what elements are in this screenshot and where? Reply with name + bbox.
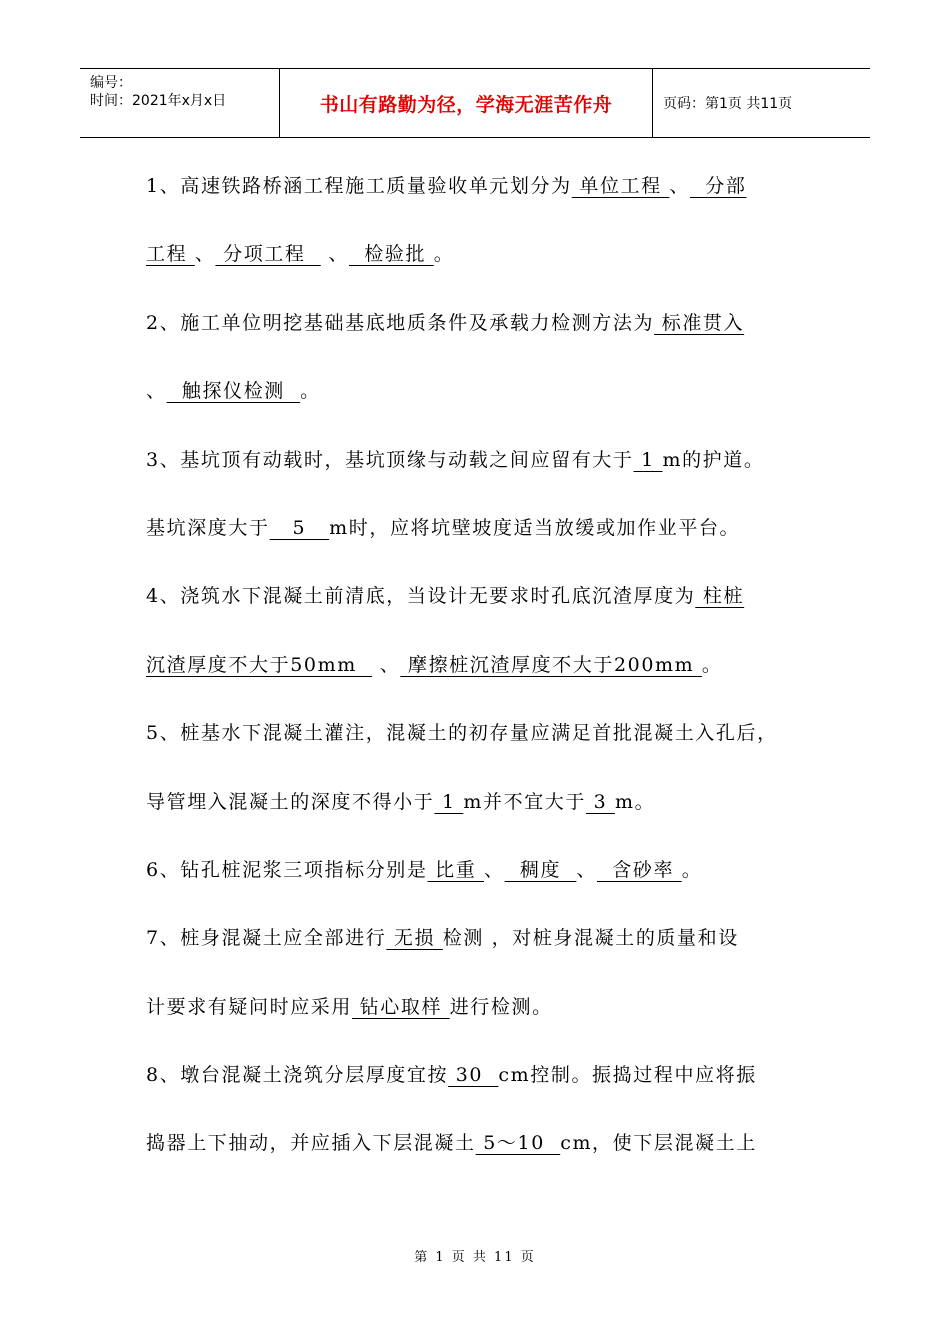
text-line (146, 572, 826, 640)
answer-blank: 标准贯入 (654, 311, 745, 334)
answer-blank: 5 (269, 516, 330, 539)
document-body (146, 162, 826, 1188)
text-segment: 3、基坑顶有动载时，基坑顶缘与动载之间应留有大于 (146, 448, 634, 471)
text-segment: 、 (146, 380, 167, 403)
text-line (146, 436, 826, 504)
document-date-label: 时间：2021年x月x日 (90, 93, 227, 109)
answer-blank: 含砂率 (596, 858, 682, 881)
text-segment: m的护道。 (662, 448, 765, 471)
text-line (146, 504, 826, 572)
text-segment: 。 (300, 380, 321, 403)
text-line (146, 914, 826, 982)
text-segment: 、 (320, 243, 350, 266)
answer-blank: 比重 (427, 858, 484, 881)
answer-blank: 5～10 (475, 1132, 561, 1155)
text-segment: 进行检测。 (449, 995, 553, 1018)
answer-blank: 30 (448, 1064, 499, 1087)
answer-blank: 3 (586, 790, 615, 813)
answer-blank: 柱桩 (695, 585, 745, 608)
page-footer: 第 1 页 共 11 页 (414, 1250, 536, 1265)
text-segment: 、 (576, 858, 597, 881)
text-line (146, 230, 826, 298)
text-segment: m。 (614, 790, 656, 813)
text-line (146, 778, 826, 846)
text-segment: cm，使下层混凝土上 (560, 1132, 757, 1155)
text-segment: 、 (669, 175, 690, 197)
text-line (146, 709, 826, 777)
text-segment: 导管埋入混凝土的深度不得小于 (146, 790, 435, 813)
answer-blank: 分项工程 (215, 243, 321, 266)
text-segment: 。 (681, 858, 703, 881)
text-line (146, 641, 826, 709)
text-segment: cm控制。振捣过程中应将振 (498, 1064, 757, 1087)
answer-blank: 工程 (146, 243, 195, 266)
text-segment: 7、桩身混凝土应全部进行 (146, 927, 387, 950)
text-segment: 、 (194, 243, 216, 266)
text-segment: 2、施工单位明挖基础基底地质条件及承载力检测方法为 (146, 311, 655, 334)
page-header (80, 68, 870, 138)
answer-blank: 分部 (690, 175, 747, 197)
answer-blank: 1 (633, 448, 663, 471)
text-segment: 1、高速铁路桥涵工程施工质量验收单元划分为 (146, 175, 572, 197)
text-segment: m时，应将坑壁坡度适当放缓或加作业平台。 (329, 516, 741, 539)
text-segment: 5、桩基水下混凝土灌注，混凝土的初存量应满足首批混凝土入孔后， (146, 722, 778, 745)
text-segment: 、 (372, 653, 401, 676)
answer-blank: 触探仪检测 (166, 380, 301, 403)
text-segment: m并不宜大于 (463, 790, 586, 813)
header-motto: 书山有路勤为径，学海无涯苦作舟 (280, 69, 653, 137)
text-line (146, 1051, 826, 1119)
answer-blank: 沉渣厚度不大于50mm (146, 653, 373, 676)
text-segment: 。 (701, 653, 723, 676)
text-segment: 8、墩台混凝土浇筑分层厚度宜按 (146, 1064, 449, 1087)
text-line (146, 162, 826, 230)
answer-blank: 检验批 (349, 243, 434, 266)
text-segment: 6、钻孔桩泥浆三项指标分别是 (146, 858, 428, 881)
text-segment: 4、浇筑水下混凝土前清底，当设计无要求时孔底沉渣厚度为 (146, 585, 696, 608)
text-line (146, 299, 826, 367)
document-number-label: 编号： (90, 75, 132, 91)
text-segment: 、 (483, 858, 505, 881)
header-meta (80, 69, 280, 137)
text-segment: 计要求有疑问时应采用 (146, 995, 353, 1018)
text-line (146, 1119, 826, 1187)
answer-blank: 稠度 (504, 858, 577, 881)
answer-blank: 1 (434, 790, 464, 813)
text-line (146, 983, 826, 1051)
header-page-indicator: 页码：第1页 共11页 (663, 96, 793, 112)
answer-blank: 摩擦桩沉渣厚度不大于200mm (400, 653, 702, 676)
text-segment: 。 (433, 243, 455, 266)
text-line (146, 367, 826, 435)
answer-blank: 钻心取样 (352, 995, 450, 1018)
text-segment: 检测 ，对桩身混凝土的质量和设 (442, 927, 739, 950)
text-segment: 捣器上下抽动，并应插入下层混凝土 (146, 1132, 476, 1155)
text-segment: 基坑深度大于 (146, 516, 270, 539)
answer-blank: 单位工程 (571, 175, 670, 197)
answer-blank: 无损 (386, 927, 443, 950)
text-line (146, 846, 826, 914)
